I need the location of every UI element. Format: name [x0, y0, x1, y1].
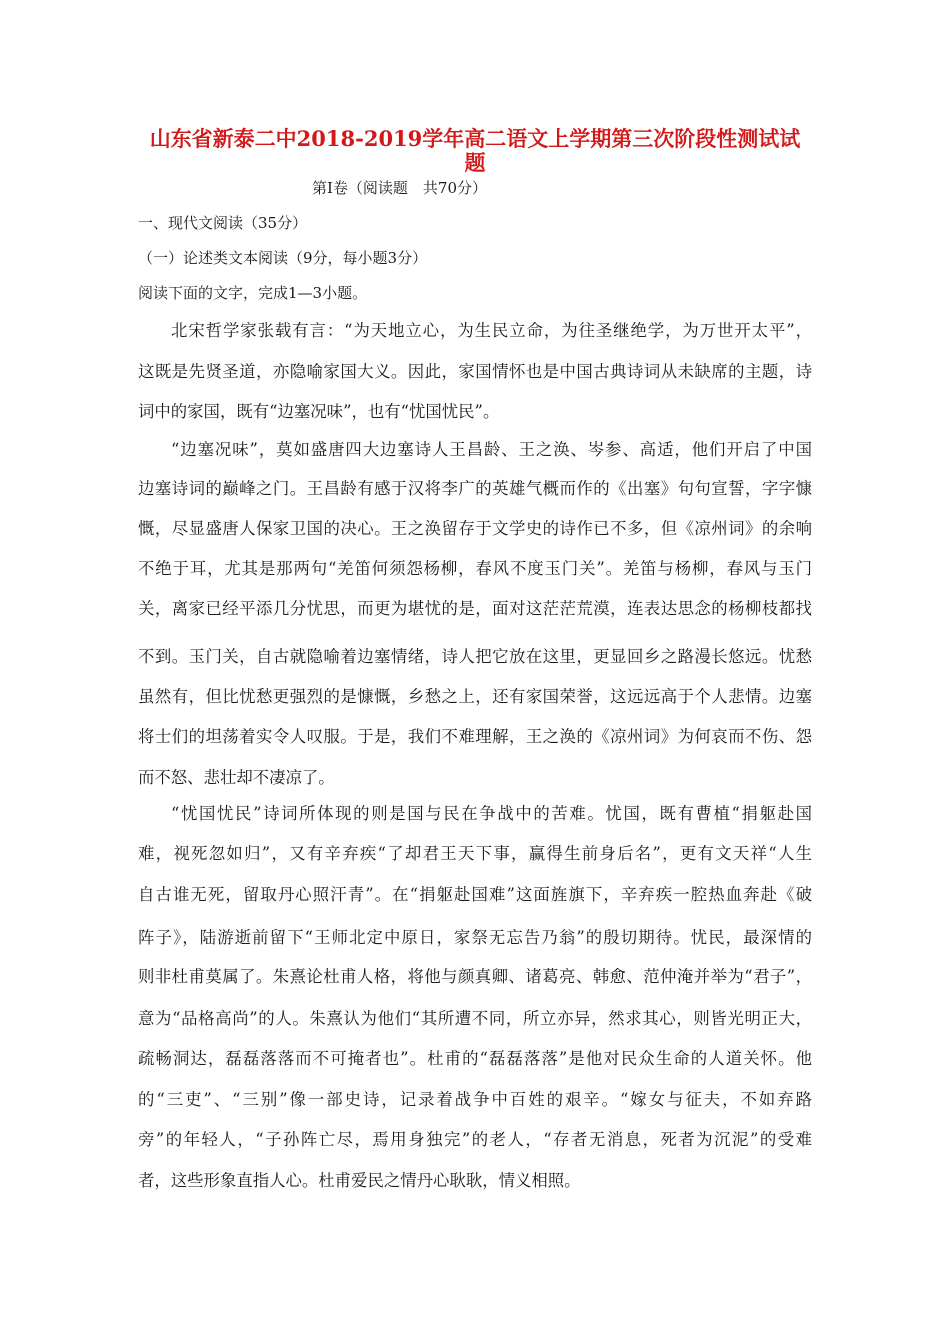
- paragraph-2-line: 慨，尽显盛唐人保家卫国的决心。王之涣留存于文学史的诗作已不多，但《凉州词》的余响: [138, 519, 812, 538]
- paragraph-3-line: 者，这些形象直指人心。杜甫爱民之情丹心耿耿，情义相照。: [138, 1171, 581, 1190]
- paragraph-3-line: 难，视死忽如归”，又有辛弃疾“了却君王天下事，赢得生前身后名”，更有文天祥“人生: [138, 844, 812, 863]
- paragraph-2-line: 不绝于耳，尤其是那两句“羌笛何须怨杨柳，春风不度玉门关”。羌笛与杨柳，春风与玉门: [138, 559, 812, 578]
- paragraph-3-line: “忧国忧民”诗词所体现的则是国与民在争战中的苦难。忧国，既有曹植“捐躯赴国: [171, 804, 812, 823]
- paragraph-2-line: 将士们的坦荡着实令人叹服。于是，我们不难理解，王之涣的《凉州词》为何哀而不伤、怨: [138, 727, 812, 746]
- paragraph-3-line: 意为“品格高尚”的人。朱熹认为他们“其所遭不同，所立亦异，然求其心，则皆光明正大，: [138, 1009, 812, 1028]
- section-subtitle: 第Ⅰ卷（阅读题 共70分）: [312, 179, 488, 197]
- paragraph-3-line: 自古谁无死，留取丹心照汗青”。在“捐躯赴国难”这面旌旗下，辛弃疾一腔热血奔赴《破: [138, 885, 812, 904]
- paragraph-1-line: 词中的家国，既有“边塞况味”，也有“忧国忧民”。: [138, 402, 500, 421]
- reading-instruction: 阅读下面的文字，完成1—3小题。: [138, 284, 368, 302]
- document-title-line-2: 题: [464, 150, 486, 175]
- subsection-heading: （一）论述类文本阅读（9分，每小题3分）: [138, 249, 428, 267]
- section-heading: 一、现代文阅读（35分）: [138, 214, 308, 232]
- paragraph-3-line: 阵子》，陆游逝前留下“王师北定中原日，家祭无忘告乃翁”的殷切期待。忧民，最深情的: [138, 928, 812, 947]
- paragraph-2-line: 关，离家已经平添几分忧思，而更为堪忧的是，面对这茫茫荒漠，连表达思念的杨柳枝都找: [138, 599, 812, 618]
- paragraph-3-line: 疏畅洞达，磊磊落落而不可掩者也”。杜甫的“磊磊落落”是他对民众生命的人道关怀。他: [138, 1049, 812, 1068]
- paragraph-3-line: 的“三吏”、“三别”像一部史诗，记录着战争中百姓的艰辛。“嫁女与征夫，不如弃路: [138, 1090, 812, 1109]
- paragraph-3-line: 则非杜甫莫属了。朱熹论杜甫人格，将他与颜真卿、诸葛亮、韩愈、范仲淹并举为“君子”，: [138, 967, 812, 986]
- paragraph-2-line: 边塞诗词的巅峰之门。王昌龄有感于汉将李广的英雄气概而作的《出塞》句句宣誓，字字慷: [138, 479, 812, 498]
- paragraph-2-line: 不到。玉门关，自古就隐喻着边塞情绪，诗人把它放在这里，更显回乡之路漫长悠远。忧愁: [138, 647, 812, 666]
- paragraph-1-line: 北宋哲学家张载有言：“为天地立心，为生民立命，为往圣继绝学，为万世开太平”，: [171, 321, 812, 340]
- paragraph-2-line: 而不怒、悲壮却不凄凉了。: [138, 768, 335, 787]
- paragraph-2-line: 虽然有，但比忧愁更强烈的是慷慨，乡愁之上，还有家国荣誉，这远远高于个人悲情。边塞: [138, 687, 812, 706]
- paragraph-3-line: 旁”的年轻人，“子孙阵亡尽，焉用身独完”的老人，“存者无消息，死者为沉泥”的受难: [138, 1130, 812, 1149]
- paragraph-1-line: 这既是先贤圣道，亦隐喻家国大义。因此，家国情怀也是中国古典诗词从未缺席的主题，诗: [138, 362, 812, 381]
- paragraph-2-line: “边塞况味”，莫如盛唐四大边塞诗人王昌龄、王之涣、岑参、高适，他们开启了中国: [171, 440, 812, 459]
- document-title-line-1: 山东省新泰二中2018-2019学年高二语文上学期第三次阶段性测试试: [149, 126, 801, 151]
